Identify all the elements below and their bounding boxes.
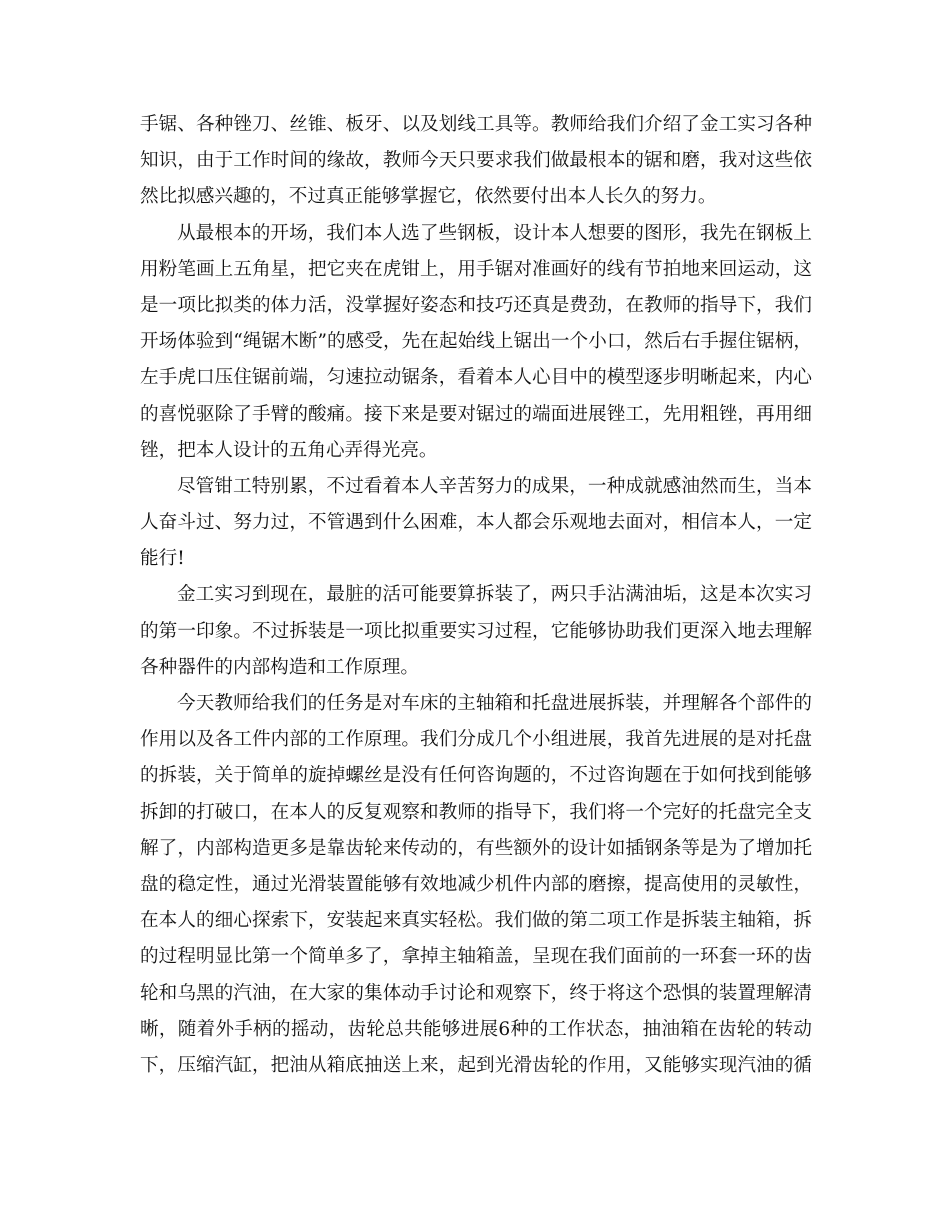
text-line: 的第一印象。不过拆装是一项比拟重要实习过程，它能够协助我们更深入地去理解 (140, 620, 812, 642)
text-line: 用粉笔画上五角星，把它夹在虎钳上，用手锯对准画好的线有节拍地来回运动，这 (140, 258, 812, 280)
text-line: 的喜悦驱除了手臂的酸痛。接下来是要对锯过的端面进展锉工，先用粗锉，再用细 (140, 403, 812, 425)
text-line: 金工实习到现在，最脏的活可能要算拆装了，两只手沾满油垢，这是本次实习 (177, 584, 812, 606)
text-line: 下，压缩汽缸，把油从箱底抽送上来，起到光滑齿轮的作用，又能够实现汽油的循 (140, 1054, 812, 1076)
text-line: 开场体验到“绳锯木断”的感受，先在起始线上锯出一个小口，然后右手握住锯柄， (140, 331, 812, 353)
text-line: 手锯、各种锉刀、丝锥、板牙、以及划线工具等。教师给我们介绍了金工实习各种 (140, 114, 812, 135)
text-line: 从最根本的开场，我们本人选了些钢板，设计本人想要的图形，我先在钢板上 (177, 222, 812, 244)
text-line: 尽管钳工特别累，不过看着本人辛苦努力的成果，一种成就感油然而生，当本 (177, 475, 812, 497)
text-line: 各种器件的内部构造和工作原理。 (140, 656, 419, 678)
text-line: 的拆装，关于简单的旋掉螺丝是没有任何咨询题的，不过咨询题在于如何找到能够 (140, 765, 812, 787)
text-line: 锉，把本人设计的五角心弄得光亮。 (140, 439, 438, 461)
text-line: 今天教师给我们的任务是对车床的主轴箱和托盘进展拆装，并理解各个部件的 (177, 693, 812, 714)
text-line: 晰，随着外手柄的摇动，齿轮总共能够进展6种的工作状态，抽油箱在齿轮的转动 (140, 1018, 812, 1040)
text-line: 能行! (140, 548, 185, 570)
text-line: 人奋斗过、努力过，不管遇到什么困难，本人都会乐观地去面对，相信本人，一定 (140, 512, 812, 534)
text-line: 拆卸的打破口，在本人的反复观察和教师的指导下，我们将一个完好的托盘完全支 (140, 801, 812, 823)
text-line: 的过程明显比第一个简单多了，拿掉主轴箱盖，呈现在我们面前的一环套一环的齿 (140, 946, 812, 968)
document-page (140, 107, 812, 1084)
text-line: 轮和乌黑的汽油，在大家的集体动手讨论和观察下，终于将这个恐惧的装置理解清 (140, 982, 812, 1004)
text-line: 解了，内部构造更多是靠齿轮来传动的，有些额外的设计如插钢条等是为了增加托 (140, 837, 812, 859)
text-line: 作用以及各工件内部的工作原理。我们分成几个小组进展，我首先进展的是对托盘 (140, 729, 812, 751)
text-line: 盘的稳定性，通过光滑装置能够有效地减少机件内部的磨擦，提高使用的灵敏性， (140, 873, 812, 895)
text-line: 然比拟感兴趣的，不过真正能够掌握它，依然要付出本人长久的努力。 (140, 186, 717, 208)
text-line: 在本人的细心探索下，安装起来真实轻松。我们做的第二项工作是拆装主轴箱，拆 (140, 910, 812, 932)
text-line: 知识，由于工作时间的缘故，教师今天只要求我们做最根本的锯和磨，我对这些依 (140, 150, 812, 172)
text-line: 左手虎口压住锯前端，匀速拉动锯条，看着本人心目中的模型逐步明晰起来，内心 (140, 367, 812, 389)
text-line: 是一项比拟类的体力活，没掌握好姿态和技巧还真是费劲，在教师的指导下，我们 (140, 294, 812, 316)
